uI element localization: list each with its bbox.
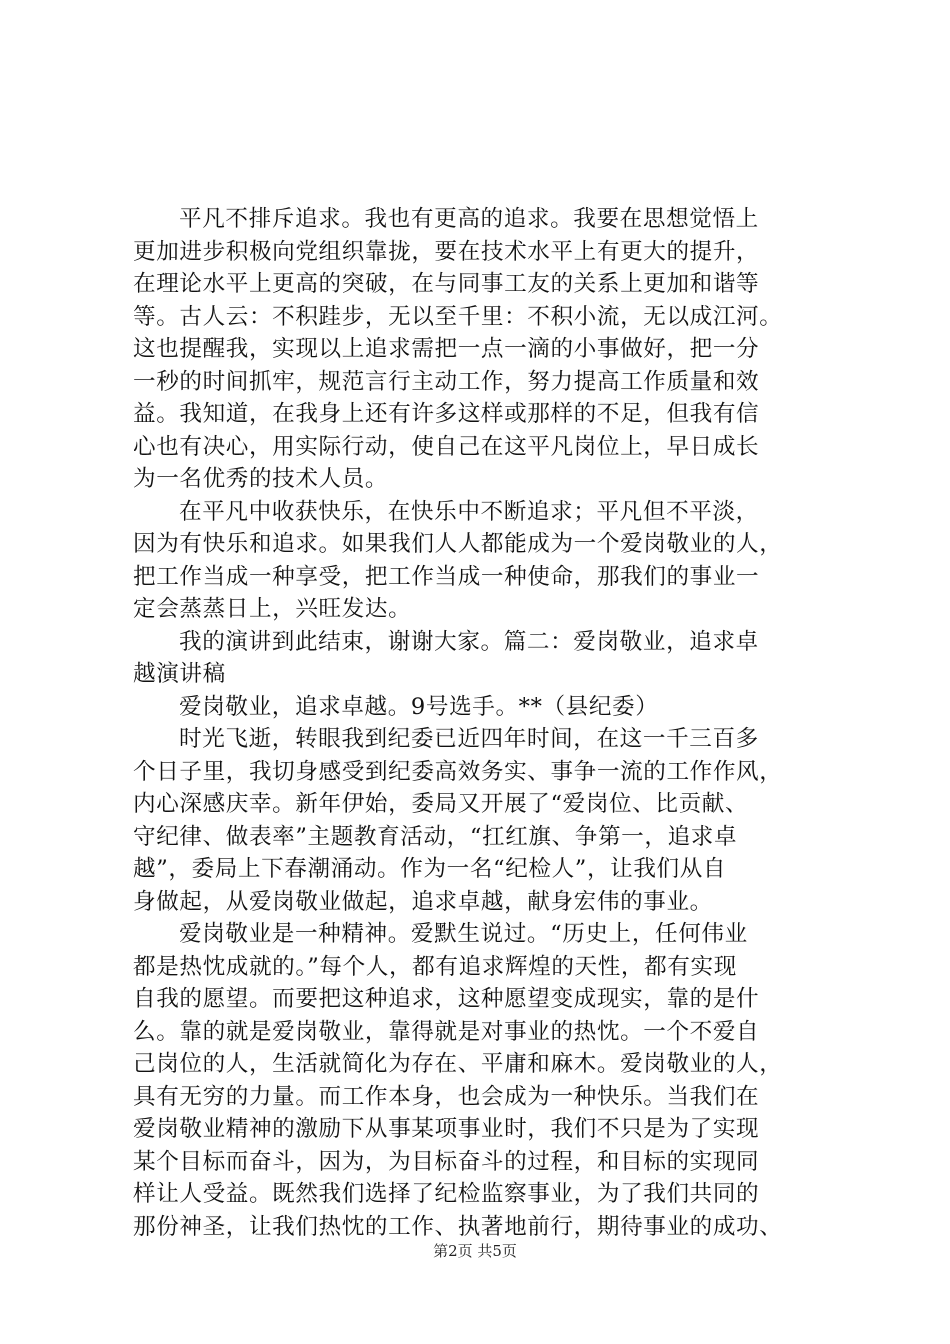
- text-line: 内心深感庆幸。新年伊始，委局又开展了“爱岗位、比贡献、: [133, 791, 749, 817]
- text-line: 等。古人云：不积跬步，无以至千里：不积小流，无以成江河。: [133, 303, 783, 330]
- text-line: 在平凡中收获快乐，在快乐中不断追求；平凡但不平淡，: [179, 498, 759, 525]
- text-line: 我的演讲到此结束，谢谢大家。篇二：爱岗敬业，追求卓: [179, 628, 759, 655]
- text-line: 自我的愿望。而要把这种追求，这种愿望变成现实，靠的是什: [133, 986, 760, 1012]
- text-line: 越演讲稿: [133, 661, 226, 687]
- document-body: [133, 203, 853, 1243]
- text-line: 因为有快乐和追求。如果我们人人都能成为一个爱岗敬业的人，: [133, 531, 783, 557]
- text-line: 这也提醒我，实现以上追求需把一点一滴的小事做好，把一分: [133, 336, 760, 362]
- text-line: 个日子里，我切身感受到纪委高效务实、事争一流的工作作风，: [133, 758, 783, 785]
- page-footer: 第2页 共5页: [433, 1242, 517, 1260]
- text-line: 把工作当成一种享受，把工作当成一种使命，那我们的事业一: [133, 563, 760, 590]
- text-line: 爱岗敬业精神的激励下从事某项事业时，我们不只是为了实现: [133, 1116, 760, 1142]
- text-line: 守纪律、做表率”主题教育活动，“扛红旗、争第一，追求卓: [133, 823, 738, 850]
- text-line: 样让人受益。既然我们选择了纪检监察事业，为了我们共同的: [133, 1181, 760, 1207]
- text-line: 在理论水平上更高的突破，在与同事工友的关系上更加和谐等: [133, 271, 760, 297]
- text-line: 平凡不排斥追求。我也有更高的追求。我要在思想觉悟上: [179, 206, 759, 232]
- text-line: 更加进步积极向党组织靠拢，要在技术水平上有更大的提升，: [133, 238, 760, 265]
- text-line: 都是热忱成就的。”每个人，都有追求辉煌的天性，都有实现: [133, 953, 737, 980]
- text-line: 为一名优秀的技术人员。: [133, 466, 389, 492]
- text-line: 益。我知道，在我身上还有许多这样或那样的不足，但我有信: [133, 401, 760, 427]
- text-line: 时光飞逝，转眼我到纪委已近四年时间，在这一千三百多: [179, 726, 759, 752]
- text-line: 己岗位的人，生活就简化为存在、平庸和麻木。爱岗敬业的人，: [133, 1051, 783, 1077]
- text-line: 爱岗敬业，追求卓越。9号选手。**（县纪委）: [179, 693, 659, 720]
- text-line: 么。靠的就是爱岗敬业，靠得就是对事业的热忱。一个不爱自: [133, 1018, 760, 1045]
- text-line: 某个目标而奋斗，因为，为目标奋斗的过程，和目标的实现同: [133, 1148, 760, 1175]
- text-line: 具有无穷的力量。而工作本身，也会成为一种快乐。当我们在: [133, 1083, 760, 1110]
- text-line: 心也有决心，用实际行动，使自己在这平凡岗位上，早日成长: [133, 433, 760, 460]
- text-line: 爱岗敬业是一种精神。爱默生说过。“历史上，任何伟业: [179, 921, 748, 947]
- text-line: 定会蒸蒸日上，兴旺发达。: [133, 596, 412, 622]
- text-line: 那份神圣，让我们热忱的工作、执著地前行，期待事业的成功、: [133, 1213, 783, 1240]
- text-line: 一秒的时间抓牢，规范言行主动工作，努力提高工作质量和效: [133, 368, 760, 395]
- text-line: 身做起，从爱岗敬业做起，追求卓越，献身宏伟的事业。: [133, 888, 713, 915]
- text-line: 越”，委局上下春潮涌动。作为一名“纪检人”，让我们从自: [133, 856, 727, 882]
